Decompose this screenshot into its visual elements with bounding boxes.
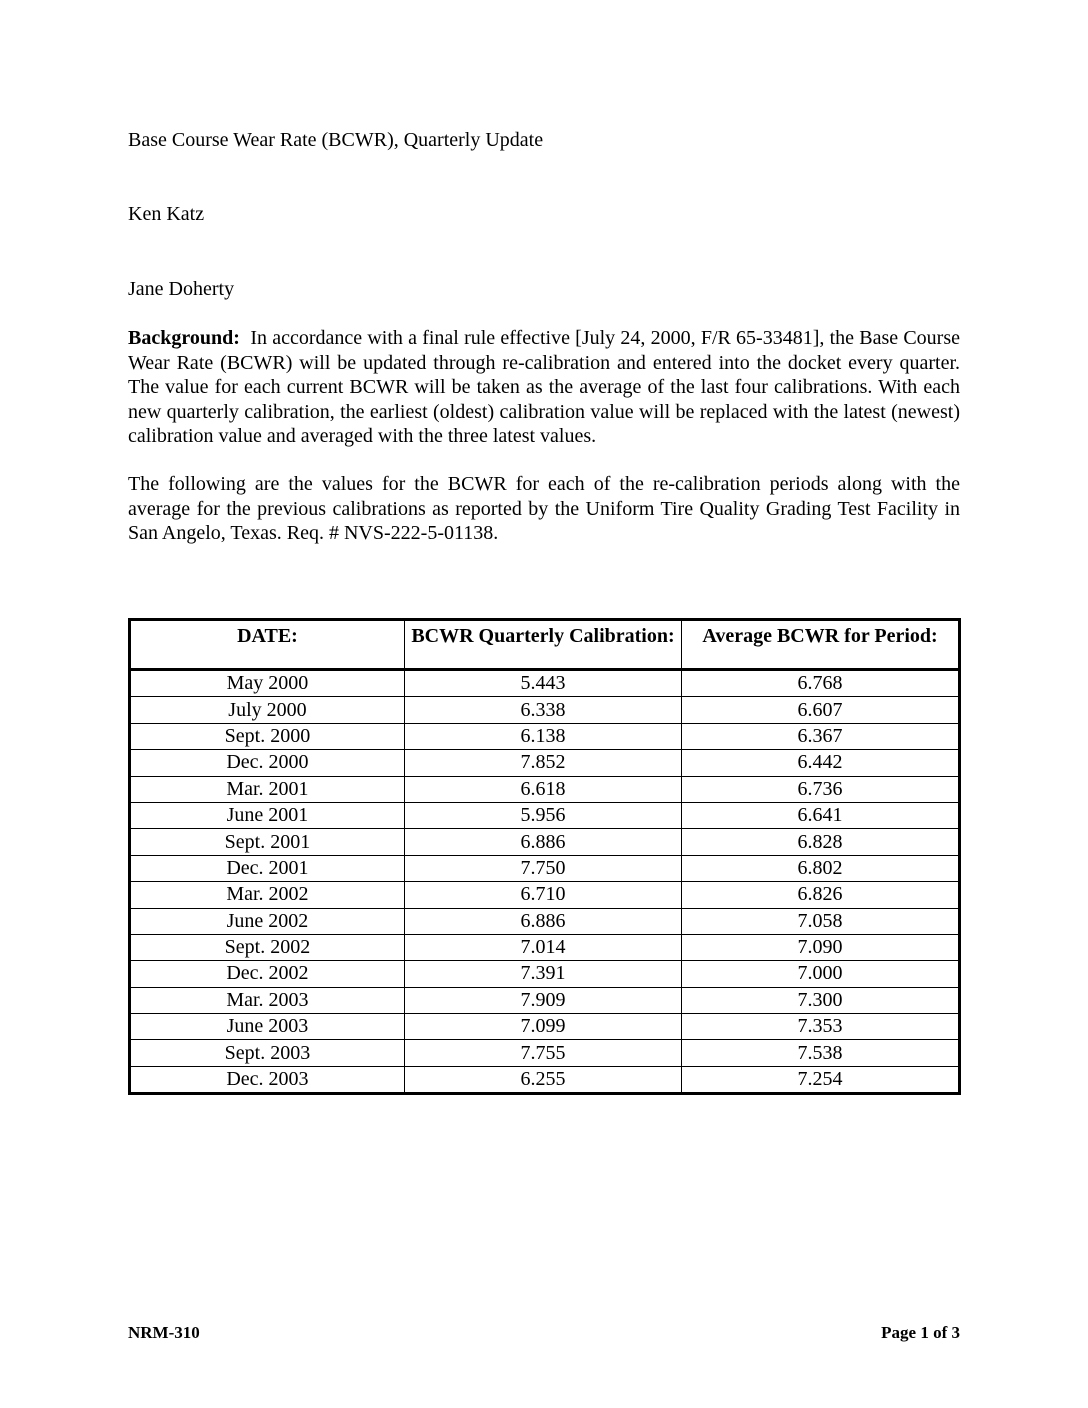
table-row	[130, 1014, 960, 1040]
calibration-cell: 6.710	[404, 882, 681, 908]
date-cell: Dec. 2001	[130, 855, 405, 881]
calibration-cell: 6.886	[404, 829, 681, 855]
page-number: Page 1 of 3	[881, 1323, 960, 1342]
date-cell: Sept. 2003	[130, 1040, 405, 1066]
date-cell: Sept. 2001	[130, 829, 405, 855]
table-row	[130, 961, 960, 987]
average-cell: 6.802	[682, 855, 960, 881]
table-row	[130, 802, 960, 828]
table-body	[130, 670, 960, 1094]
calibration-cell: 7.909	[404, 987, 681, 1013]
average-cell: 6.826	[682, 882, 960, 908]
date-cell: Mar. 2002	[130, 882, 405, 908]
table-row	[130, 829, 960, 855]
calibration-column-header: BCWR Quarterly Calibration:	[404, 620, 681, 670]
date-cell: June 2003	[130, 1014, 405, 1040]
date-cell: May 2000	[130, 670, 405, 697]
table-row	[130, 723, 960, 749]
average-cell: 7.058	[682, 908, 960, 934]
average-cell: 6.607	[682, 697, 960, 723]
calibration-cell: 6.338	[404, 697, 681, 723]
calibration-cell: 7.099	[404, 1014, 681, 1040]
average-cell: 6.641	[682, 802, 960, 828]
calibration-cell: 6.618	[404, 776, 681, 802]
table-row	[130, 882, 960, 908]
average-cell: 7.090	[682, 934, 960, 960]
date-cell: Mar. 2003	[130, 987, 405, 1013]
calibration-cell: 5.956	[404, 802, 681, 828]
table-row	[130, 987, 960, 1013]
date-cell: Dec. 2000	[130, 750, 405, 776]
date-column-header: DATE:	[130, 620, 405, 670]
calibration-cell: 6.138	[404, 723, 681, 749]
calibration-cell: 7.391	[404, 961, 681, 987]
table-row	[130, 855, 960, 881]
table-row	[130, 1066, 960, 1093]
average-cell: 7.254	[682, 1066, 960, 1093]
average-cell: 6.367	[682, 723, 960, 749]
calibration-cell: 7.014	[404, 934, 681, 960]
date-cell: Dec. 2002	[130, 961, 405, 987]
average-cell: 6.442	[682, 750, 960, 776]
table-row	[130, 1040, 960, 1066]
calibration-cell: 5.443	[404, 670, 681, 697]
recipient-name: Jane Doherty	[128, 278, 235, 300]
background-paragraph	[128, 326, 960, 449]
table-row	[130, 750, 960, 776]
table-row	[130, 697, 960, 723]
date-cell: Mar. 2001	[130, 776, 405, 802]
bcwr-table	[128, 618, 961, 1095]
table-row	[130, 934, 960, 960]
average-cell: 6.828	[682, 829, 960, 855]
date-cell: July 2000	[130, 697, 405, 723]
average-cell: 7.000	[682, 961, 960, 987]
average-cell: 7.353	[682, 1014, 960, 1040]
calibration-cell: 7.852	[404, 750, 681, 776]
average-column-header: Average BCWR for Period:	[682, 620, 960, 670]
background-text: In accordance with a final rule effective [July 24, 2000, F/R 65-33481], the Base Course Wear Rate (BCWR) will be updated through re-calibration and entered into the docket every quarter. The value for each current BCWR will be taken as the average of the last four calibrations. With each new quarterly calibration, the earliest (oldest) calibration value will be replaced with the latest (newest) calibration value and averaged with the three latest values.	[128, 327, 960, 447]
table-row	[130, 670, 960, 697]
date-cell: June 2002	[130, 908, 405, 934]
date-cell: June 2001	[130, 802, 405, 828]
table-row	[130, 908, 960, 934]
date-cell: Sept. 2002	[130, 934, 405, 960]
document-title: Base Course Wear Rate (BCWR), Quarterly Update	[128, 129, 544, 151]
background-label: Background:	[128, 327, 240, 349]
calibration-cell: 7.750	[404, 855, 681, 881]
calibration-cell: 7.755	[404, 1040, 681, 1066]
calibration-cell: 6.255	[404, 1066, 681, 1093]
values-intro-paragraph: The following are the values for the BCWR for each of the re-calibration periods along with the average for the previous calibrations as reported by the Uniform Tire Quality Grading Test Facility in San Angelo, Texas. Req. # NVS-222-5-01138.	[128, 473, 960, 544]
document-code: NRM-310	[128, 1323, 200, 1342]
table-header-row	[130, 620, 960, 670]
average-cell: 6.736	[682, 776, 960, 802]
calibration-cell: 6.886	[404, 908, 681, 934]
average-cell: 7.538	[682, 1040, 960, 1066]
average-cell: 6.768	[682, 670, 960, 697]
table-row	[130, 776, 960, 802]
date-cell: Dec. 2003	[130, 1066, 405, 1093]
author-name: Ken Katz	[128, 203, 205, 225]
average-cell: 7.300	[682, 987, 960, 1013]
date-cell: Sept. 2000	[130, 723, 405, 749]
